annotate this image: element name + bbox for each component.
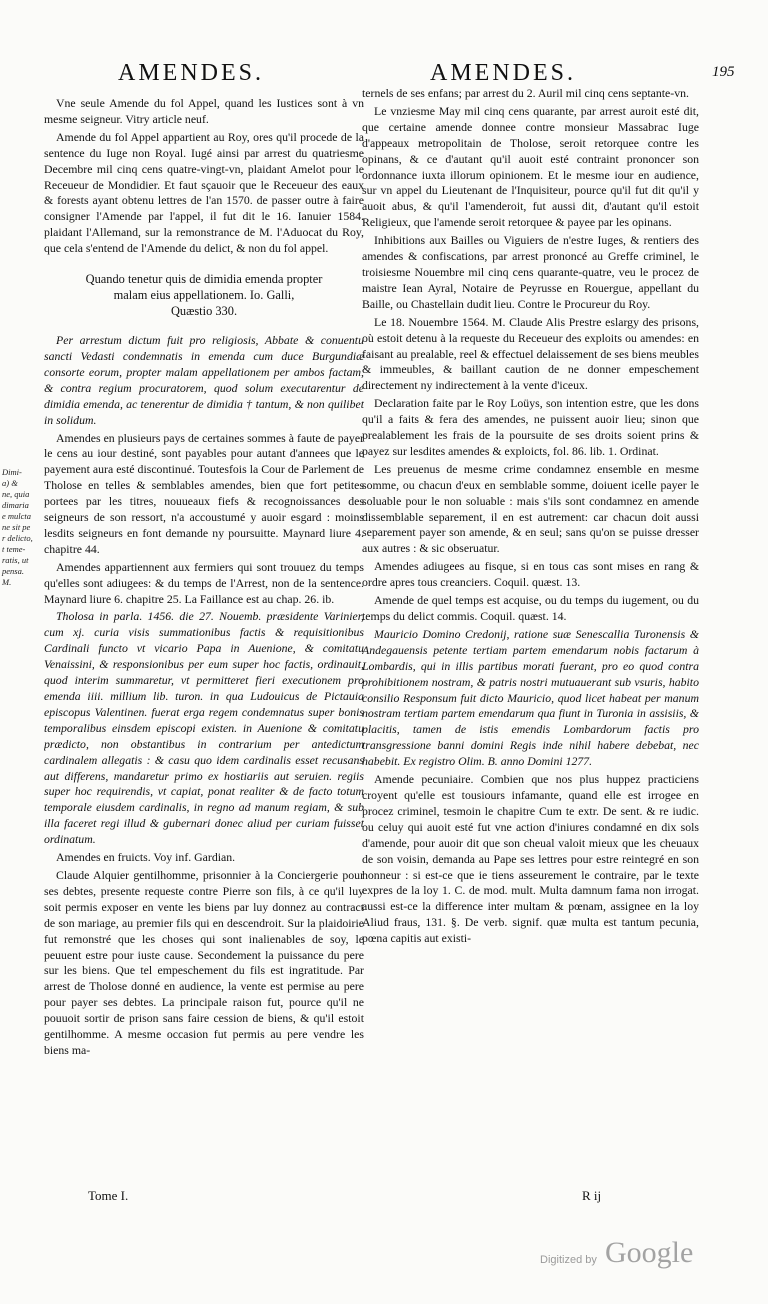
margin-line: e mulcta [2, 511, 32, 521]
paragraph-latin: Mauricio Domino Credonij, ratione suæ Senescallia Turonensis & Andegauensis petente tertiam partem emendarum nobis factarum à Lombardis, qui in illis partibus morati fuerant, pro eo quod contra prohibitionem nostram, & patris nostri mutuauerant sub vsuris, habito consilio Responsum fuit dicto Mauricio, quod licet habeat per manum nostram tertiam partem emendarum qua fiunt in Turonia in assisiis, & placitis, tamen de istis emendis Lombardorum factis pro transgressione banni domini Regis inde nihil habere debebat, nec habebit. Ex registro Olim. B. anno Domini 1277. [362, 626, 699, 769]
paragraph: Amendes adiugees au fisque, si en tous cas sont mises en rang & ordre apres tous creanciers. Coquil. quæst. 13. [362, 559, 699, 590]
paragraph: Amende pecuniaire. Combien que nos plus huppez practiciens croyent qu'elle est tousiours infamante, quand elle est irrogee en procez criminel, tesmoin le chapitre Cum te extr. De sent. & re iudic. ou celuy qui auoit esté fut vne action d'iniures condamné en dix sols d'amende, pour auoir dit que son cheual valoit mieux que les cheuaux de son voisin, demanda au Pape ses lettres pour estre reintegré en son honneur : si est-ce que ie tiens asseurement le contraire, par le texte expres de la loy 1. C. de mod. mult. Multa damnum fama non irrogat. aussi est-ce la difference inter multam & pœnam, assignee en la loy Aliud fraus, 131. §. De verb. signif. quæ multa est tantum pecunia, pœna capitis aut existi- [362, 772, 699, 946]
paragraph-latin: Per arrestum dictum fuit pro religiosis, Abbate & conuentu sancti Vedasti condemnatis in emenda cum duce Burgundiæ consorte eorum, propter malam appellationem per ambos factam, & contra regium procuratorem, quod solum executarentur de dimidia emenda, ac tenerentur de dimidia † tantum, & non quilibet in solidum. [44, 333, 364, 427]
paragraph: Inhibitions aux Bailles ou Viguiers de n'estre Iuges, & rentiers des amendes & confiscations, par arrest prononcé au Greffe criminel, le troisiesme Nouembre mil cinq cens quarante-quatre, veu le procez de maistre Iean Ayral, Notaire de Peyrusse en Rouergue, appellant du Baille, ou Chastellain dudit lieu. Contre le Procureur du Roy. [362, 233, 699, 311]
margin-line: a) & [2, 478, 18, 488]
margin-line: ratis, ut [2, 555, 29, 565]
paragraph: Amende de quel temps est acquise, ou du temps du iugement, ou du temps du delict commis. Coquil. quæst. 14. [362, 593, 699, 623]
right-column [362, 86, 699, 1190]
paragraph: Claude Alquier gentilhomme, prisonnier à la Conciergerie pour ses debtes, presente requeste contre Pierre son fils, à ce qu'il luy soit permis exposer en vente les biens par luy donnez au contract de son mariage, au premier fils qui en descendroit. Sur la plaidoirie fut remonstré que les choses qui sont inalienables de soy, le peuuent estre pour iuste cause. Secondement la puissance du pere sur les biens. Que tel empeschement du fils est ingratitude. Par arrest de Tholose donné en audience, la vente est permise au pere pour payer ses debtes. La principale raison fut, pource qu'il ne pouuoit sortir de prison sans faire cession de biens, & qu'il estoit gentilhomme. A mesme occasion fut permis au pere vendre les biens ma- [44, 867, 364, 1057]
signature-mark: R ij [582, 1188, 602, 1203]
paragraph-latin: Tholosa in parla. 1456. die 27. Nouemb. præsidente Varinier, cum xj. curia visis summationibus factis & requisitionibus Cardinali functo vt vicario Papa in Auenione, & comitatu Venaissini, & responsionibus per eum super hoc factis, ordinauit, quod interim summaretur, vt permitteret fieri executionem pro emenda iiii. millium lib. turon. in qua Ludouicus de Pictauia episcopus Valentinen. fuerat erga regem condemnatus super bonis temporalibus einsdem episcopi existen. in Auenione & comitatu prædicto, non obstantibus in contrarium per antedictum cardinalem allegatis : & casu quo idem cardinalis esset recusans aut differens, mandaretur primo ex hostiariis aut seruien. regiis super hoc requirendis, vt capiat, ponat realiter & de facto totum temporale eiusdem cardinalis, in regno ad manum regiam, & sub illa faceret regi illud & gubernari donec aliud per curiam fuisset ordinatum. [44, 609, 364, 847]
left-column [44, 96, 364, 1190]
paragraph: Amendes en fruicts. Voy inf. Gardian. [56, 850, 236, 865]
margin-line: Dimi- [2, 467, 22, 477]
page-number: 195 [712, 64, 735, 80]
margin-line: t teme- [2, 544, 26, 554]
digitized-by-label: Digitized by [540, 1254, 597, 1266]
paragraph: Les preuenus de mesme crime condamnez ensemble en mesme somme, ou chacun d'eux en semblable somme, doiuent icelle payer le soluable pour le non soluable : mais s'ils sont condamnez en amende dissemblable separement, il en est autrement: car chacun doit aussi separement payer son amende, & en seul; sans qu'on se puisse dresser aux autres : & sic obseruatur. [362, 461, 699, 556]
paragraph: Le vnziesme May mil cinq cens quarante, par arrest auroit esté dit, que certaine amende donnee contre monsieur Massabrac Iuge d'appeaux metropolitain de Tholose, seroit retorquee contre les opinans, & ce d'autant qu'il auoit esté contraint prononcer son ordonnance iuxta illorum opinionem. Et le mesme iour en audience, sur vn appel du Lieutenant de l'Inquisiteur, pource qu'il fut dit qu'il y auoit abus, & qu'il l'amenderoit, fut aussi dit, d'autant qu'il estoit Religieux, que l'amende seroit retorquee & payee par les opinans. [362, 103, 699, 230]
margin-line: r delicto, [2, 533, 33, 543]
paragraph: Amende du fol Appel appartient au Roy, ores qu'il procede de la sentence du Iuge non Royal. Iugé ainsi par arrest du quatriesme Decembre mil cinq cens quatre-vingt-vn, plaidant Amelot pour le Receueur de Mondidier. Et faut sçauoir que le Receueur des eaux & forests ayant obtenu lettres de l'an 1570. de passer outre à faire consigner l'Amende par l'appel, il fut dit le 16. Ianuier 1584. plaidant l'Allemand, sur la remonstrance de M. l'Aduocat du Roy, que cela s'entend de l'Amende du delict, & non du fol appel. [44, 129, 364, 256]
paragraph: Declaration faite par le Roy Loüys, son intention estre, que les dons qu'il a faits & fera des amendes, ne puissent auoir lieu; sinon que prealablement les frais de la poursuite de ses droits soient prins & payez sur lesdites amendes & exploicts, fol. 86. lib. 1. Ordinat. [362, 396, 699, 458]
question-heading-line: Quæstio 330. [170, 304, 238, 319]
margin-line: M. [2, 577, 12, 587]
margin-line: pensa. [2, 566, 24, 576]
tome-label: Tome I. [88, 1188, 129, 1203]
margin-line: ne, quia [2, 489, 30, 499]
marginal-note [2, 467, 42, 588]
paragraph: ternels de ses enfans; par arrest du 2. Auril mil cinq cens septante-vn. [362, 86, 689, 100]
question-heading-line: Quando tenetur quis de dimidia emenda propter [85, 272, 323, 287]
margin-line: dimaria [2, 500, 29, 510]
left-running-title: AMENDES. [118, 60, 265, 86]
paragraph: Le 18. Nouembre 1564. M. Claude Alis Prestre eslargy des prisons, où estoit detenu à la requeste du Receueur des exploits ou amendes: en faisant au prealable, reel & effectuel delaissement de ses biens meubles & immeubles, & baillant caution de ne donner empeschement directement ny indirectement à la vente d'iceux. [362, 314, 699, 393]
paragraph: Vne seule Amende du fol Appel, quand les Iustices sont à vn mesme seigneur. Vitry article neuf. [44, 96, 364, 126]
right-running-title: AMENDES. [430, 60, 577, 86]
margin-line: ne sit pe [2, 522, 31, 532]
question-heading [50, 271, 358, 319]
question-heading-line: malam eius appellationem. Io. Galli, [113, 288, 295, 303]
google-logo: Google [605, 1236, 694, 1269]
paragraph: Amendes appartiennent aux fermiers qui sont trouuez du temps qu'elles sont adiugees: & du temps de l'Arrest, non de la sentence. Maynard liure 6. chapitre 25. La Faillance est au chap. 26. ib. [44, 559, 364, 606]
paragraph: Amendes en plusieurs pays de certaines sommes à faute de payer le cens au iour destiné, sont payables pour autant d'annees que le payement aura esté discontinué. Toutesfois la Cour de Parlement de Tholose en telles & semblables amendes, bien que fort petites portees par les titres, nouueaux fiefs & recognoissances des seigneurs de son ressort, n'a accoustumé y auoir esgard : moins lesdits seigneurs en font demande ny poursuitte. Maynard liure 4. chapitre 44. [44, 430, 364, 556]
